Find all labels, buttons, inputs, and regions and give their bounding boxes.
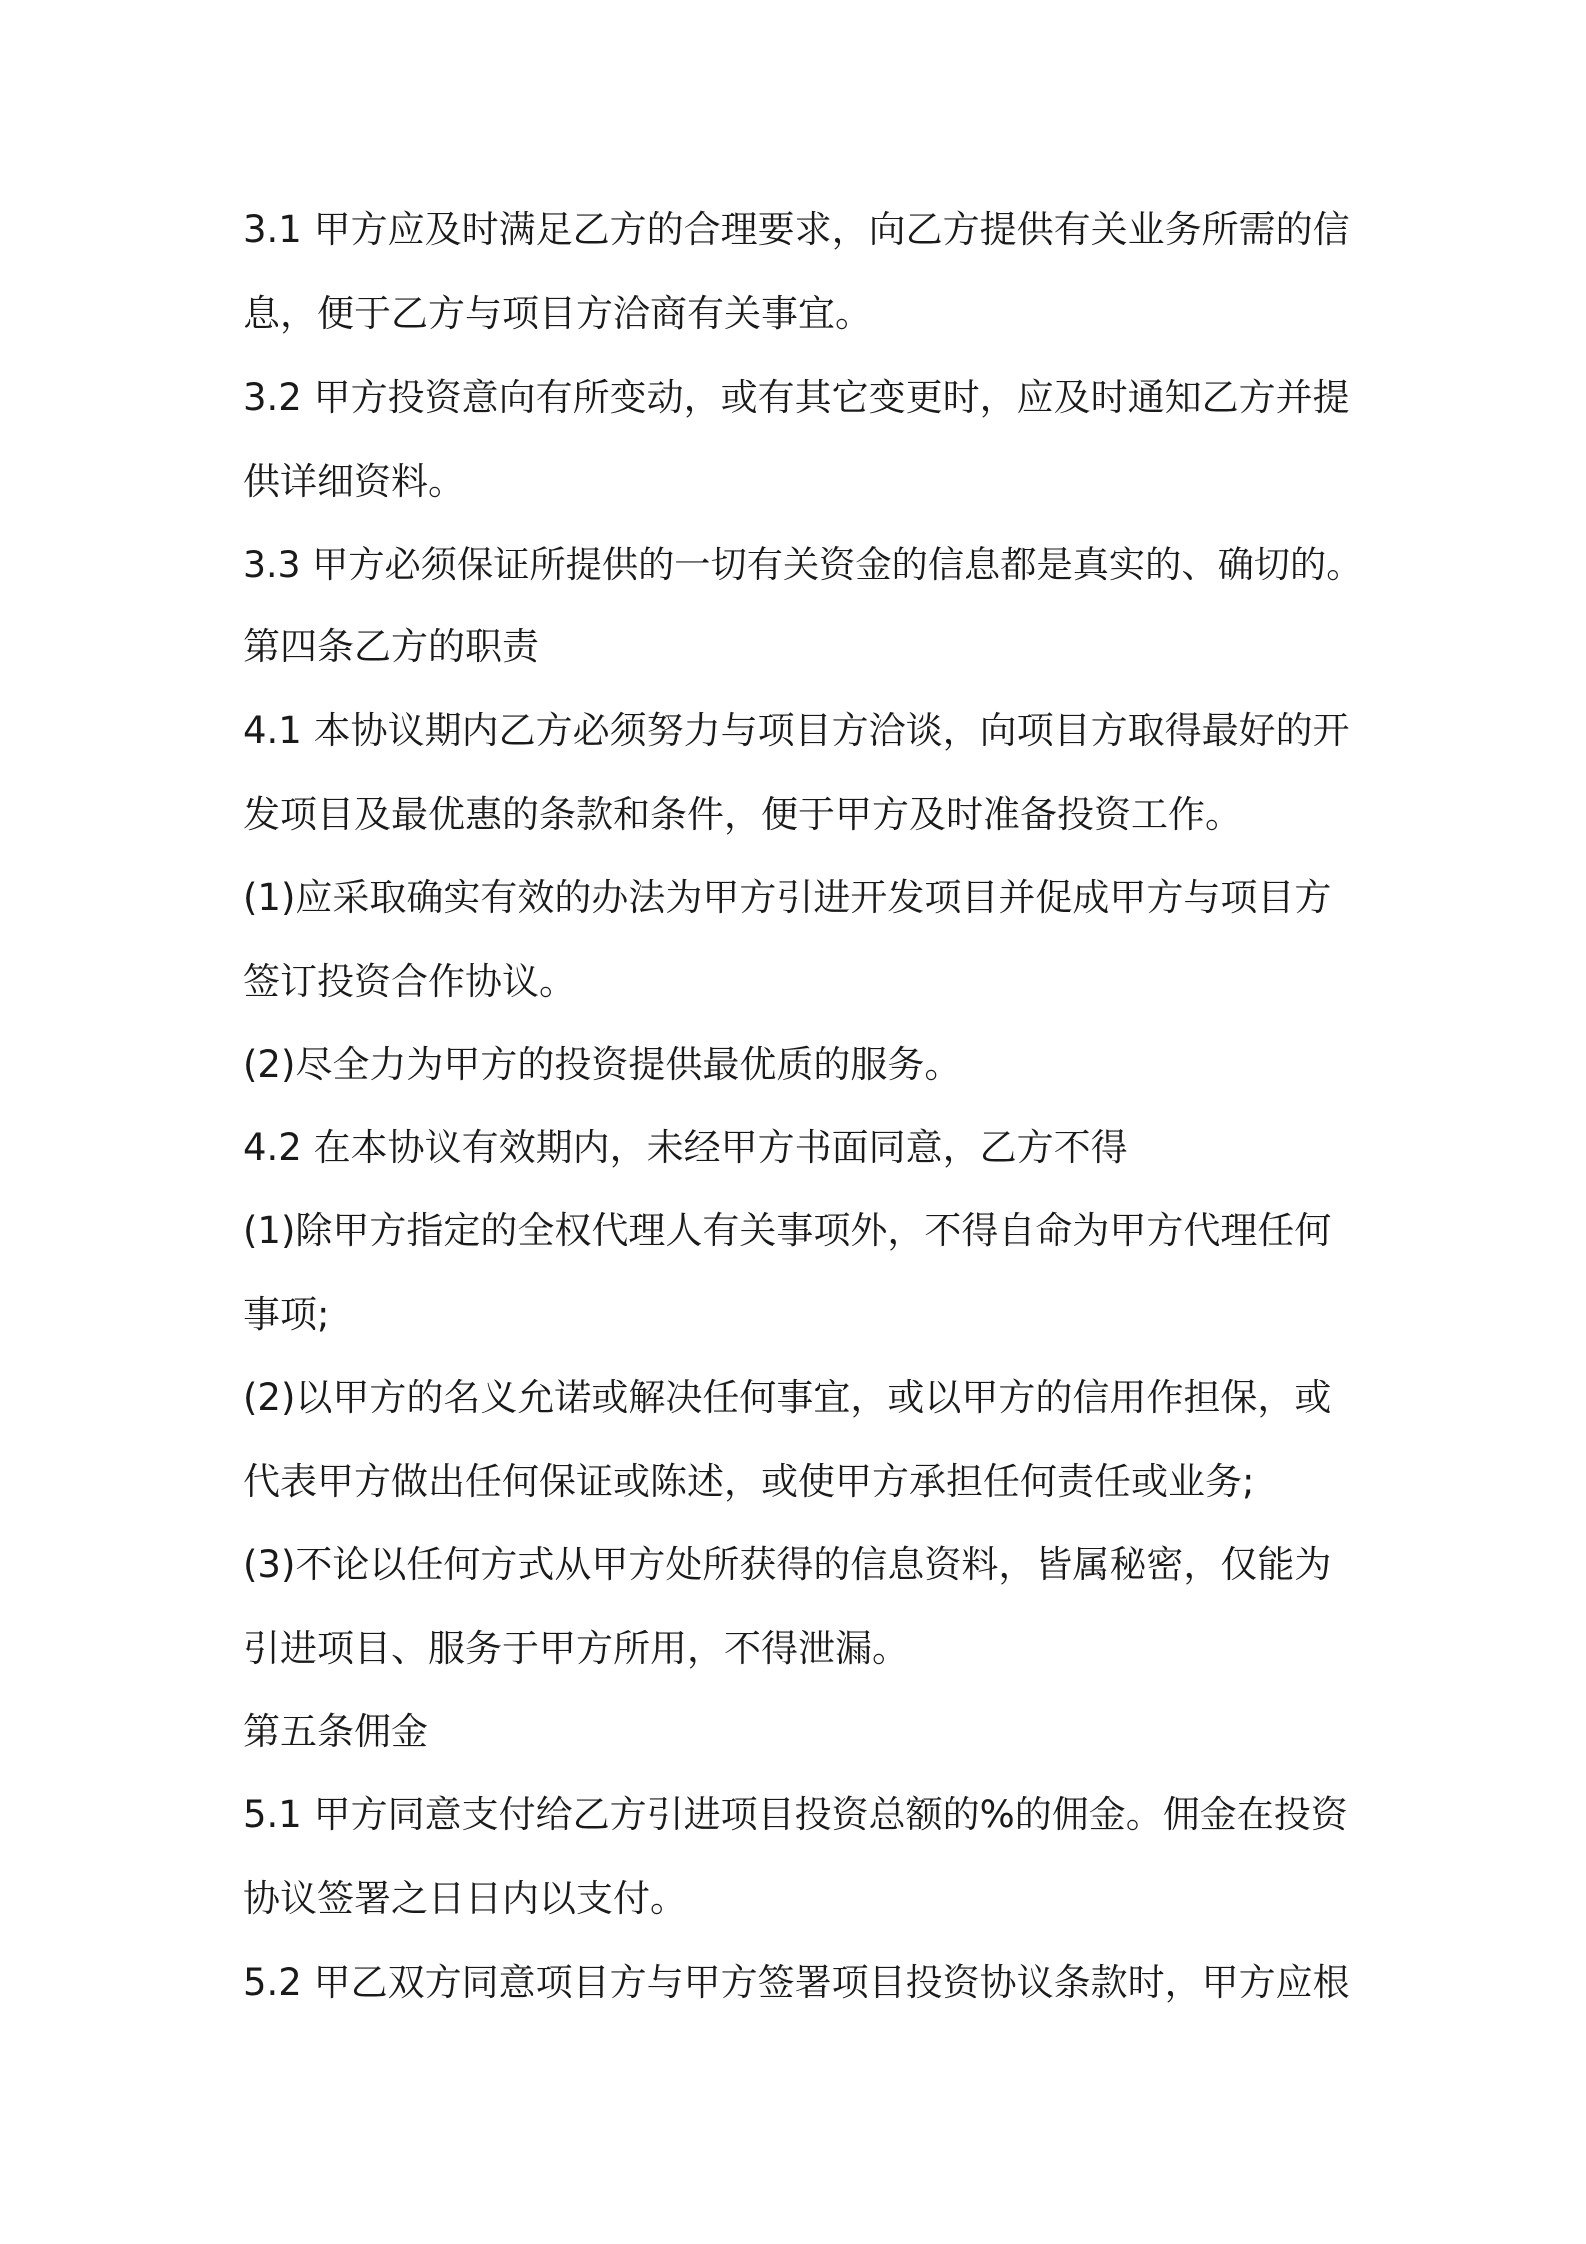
section-heading: 第五条佣金 — [243, 1710, 428, 1753]
text-line: 协议签署之日日内以支付。 — [243, 1877, 687, 1920]
text-line: 3.2 甲方投资意向有所变动，或有其它变更时，应及时通知乙方并提 — [243, 376, 1350, 419]
text-line: (2)尽全力为甲方的投资提供最优质的服务。 — [243, 1043, 962, 1086]
text-line: 签订投资合作协议。 — [243, 960, 576, 1003]
text-line: 发项目及最优惠的条款和条件，便于甲方及时准备投资工作。 — [243, 793, 1242, 836]
section-heading: 第四条乙方的职责 — [243, 625, 539, 668]
text-line: 引进项目、服务于甲方所用，不得泄漏。 — [243, 1627, 909, 1670]
text-line: 4.2 在本协议有效期内，未经甲方书面同意，乙方不得 — [243, 1126, 1128, 1169]
text-line: 息，便于乙方与项目方洽商有关事宜。 — [243, 292, 872, 335]
text-line: 5.1 甲方同意支付给乙方引进项目投资总额的%的佣金。佣金在投资 — [243, 1793, 1348, 1836]
text-line: 事项; — [243, 1293, 330, 1336]
text-line: 代表甲方做出任何保证或陈述，或使甲方承担任何责任或业务; — [243, 1460, 1255, 1503]
text-line: 4.1 本协议期内乙方必须努力与项目方洽谈，向项目方取得最好的开 — [243, 709, 1350, 752]
text-line: (2)以甲方的名义允诺或解决任何事宜，或以甲方的信用作担保，或 — [243, 1376, 1332, 1419]
text-line: (1)除甲方指定的全权代理人有关事项外，不得自命为甲方代理任何 — [243, 1209, 1332, 1252]
text-line: (3)不论以任何方式从甲方处所获得的信息资料，皆属秘密，仅能为 — [243, 1543, 1332, 1586]
text-line: 供详细资料。 — [243, 460, 465, 503]
text-line: (1)应采取确实有效的办法为甲方引进开发项目并促成甲方与项目方 — [243, 876, 1332, 919]
text-line: 3.1 甲方应及时满足乙方的合理要求，向乙方提供有关业务所需的信 — [243, 208, 1350, 251]
text-line: 3.3 甲方必须保证所提供的一切有关资金的信息都是真实的、确切的。 — [243, 543, 1363, 586]
text-line: 5.2 甲乙双方同意项目方与甲方签署项目投资协议条款时，甲方应根 — [243, 1961, 1350, 2004]
